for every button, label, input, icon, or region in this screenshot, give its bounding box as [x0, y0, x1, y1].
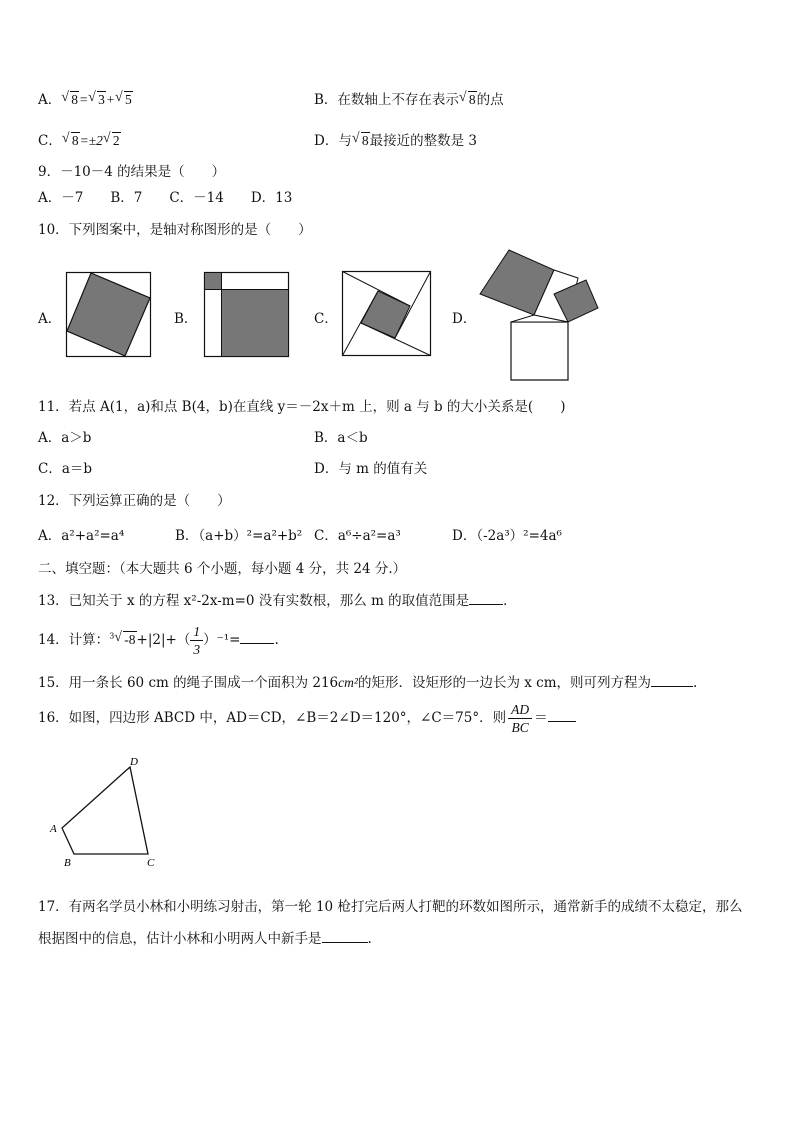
q16-line: 16．如图，四边形 ABCD 中，AD＝CD，∠B＝2∠D＝120°，∠C＝75°．则 $\frac{AD}{BC}$ ＝ [38, 701, 576, 736]
q13-line: 13．已知关于 x 的方程 x²-2x-m=0 没有实数根，那么 m 的取值范围是 ． [38, 593, 517, 609]
q15-line: 15．用一条长 60 cm 的绳子围成一个面积为 216cm²的矩形．设矩形的一边长为 x cm，则可列方程为 . [38, 675, 698, 691]
q11-option-c: C．a＝b [38, 461, 93, 477]
answer-blank[interactable] [322, 930, 368, 943]
q8-option-c: C．√ 8=±2√ 2 [38, 129, 121, 149]
vertex-label-b: B [64, 857, 71, 869]
q11-stem: 11．若点 A(1，a)和点 B(4，b)在直线 y＝－2x＋m 上，则 a 与 b 的大小关系是( ) [38, 399, 566, 415]
vertex-label-c: C [147, 857, 155, 869]
q12-stem: 12．下列运算正确的是（ ） [38, 493, 231, 509]
vertex-label-a: A [50, 823, 57, 835]
q12-option-b: B．（a+b）²=a²+b² [175, 528, 303, 544]
q9-options: A．－7 B．7 C．－14 D．13 [38, 190, 293, 206]
q10-stem: 10．下列图案中，是轴对称图形的是（ ） [38, 222, 312, 238]
q17-line-1: 17．有两名学员小林和小明练习射击，第一轮 10 枪打完后两人打靶的环数如图所示，通常新手的成绩不太稳定，那么 [38, 899, 743, 915]
q14-line: 14．计算：$^3$√ -8+|2|+（ $\frac{1}{3}$ ）⁻¹= . [38, 623, 279, 658]
q10-label-b: B． [174, 311, 198, 327]
q10-label-a: A． [38, 311, 62, 327]
q10-label-c: C． [314, 311, 338, 327]
q8-option-d: D．与√ 8最接近的整数是 3 [314, 129, 477, 149]
answer-blank[interactable] [240, 631, 274, 644]
q16-quadrilateral-figure [48, 756, 168, 870]
q17-line-2: 根据图中的信息，估计小林和小明两人中新手是 . [38, 931, 372, 947]
section-heading: 二、填空题：（本大题共 6 个小题，每小题 4 分，共 24 分.） [38, 561, 407, 577]
q12-option-a: A．a²+a²=a⁴ [38, 528, 125, 544]
q10-figure-b [204, 272, 290, 358]
q10-figure-c [342, 271, 432, 357]
q12-option-c: C．a⁶÷a²=a³ [314, 528, 401, 544]
q10-figure-a [66, 272, 152, 358]
q8-option-b: B．在数轴上不存在表示√ 8的点 [314, 88, 504, 108]
q9-stem: 9．－10－4 的结果是（ ） [38, 164, 226, 180]
answer-blank[interactable] [548, 709, 576, 722]
q8-option-a: A．√ 8=√ 3+√ 5 [38, 88, 133, 108]
q10-label-d: D． [452, 311, 477, 327]
answer-blank[interactable] [651, 674, 693, 687]
q11-option-a: A．a＞b [38, 430, 92, 446]
answer-blank[interactable] [469, 592, 503, 605]
vertex-label-d: D [130, 756, 138, 768]
q11-option-d: D．与 m 的值有关 [314, 461, 428, 477]
q12-option-d: D．（-2a³）²=4a⁶ [452, 528, 562, 544]
q11-option-b: B．a＜b [314, 430, 368, 446]
q10-figure-d [478, 244, 602, 384]
